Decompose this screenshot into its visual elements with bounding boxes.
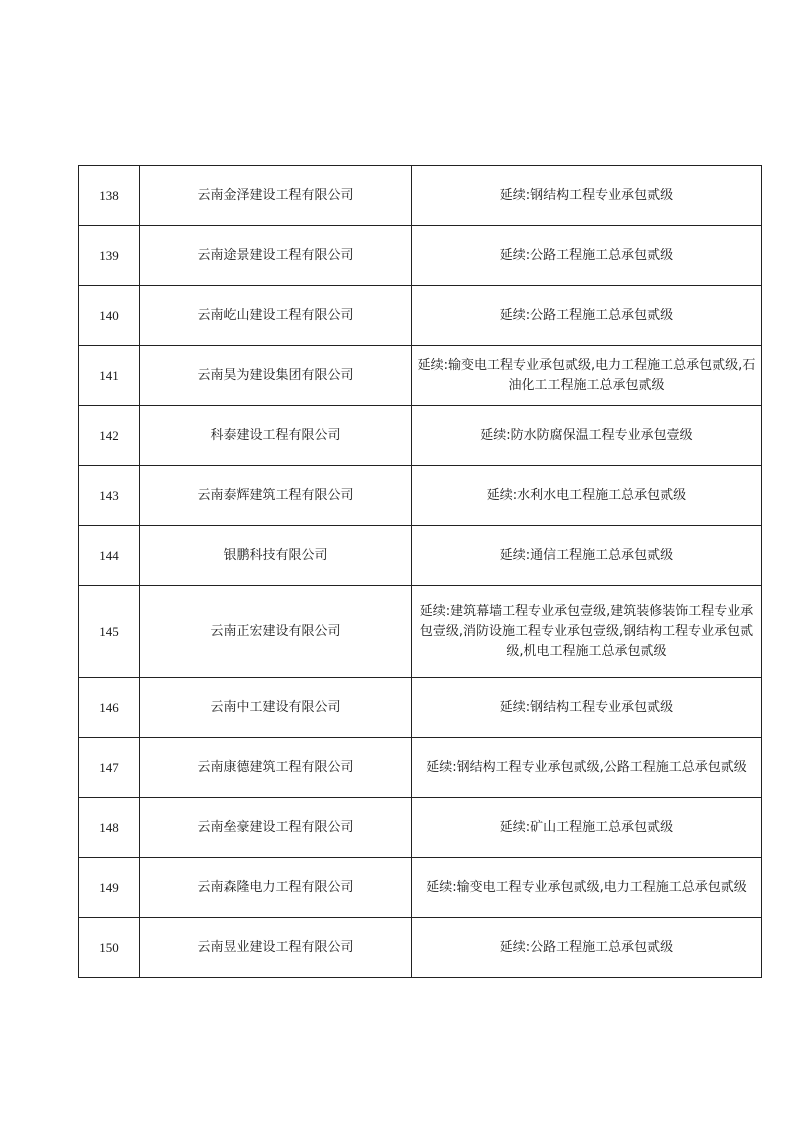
row-number: 138 (79, 166, 140, 226)
row-number: 145 (79, 586, 140, 678)
row-number: 143 (79, 466, 140, 526)
qualification-table (78, 165, 762, 978)
company-name: 银鹏科技有限公司 (140, 526, 412, 586)
table-row (79, 738, 762, 798)
table-row (79, 346, 762, 406)
table-row (79, 586, 762, 678)
table-row (79, 526, 762, 586)
table-row (79, 406, 762, 466)
table-row (79, 678, 762, 738)
row-number: 150 (79, 918, 140, 978)
qualification-scope: 延续:水利水电工程施工总承包贰级 (412, 466, 762, 526)
company-name: 云南正宏建设有限公司 (140, 586, 412, 678)
row-number: 144 (79, 526, 140, 586)
qualification-scope: 延续:公路工程施工总承包贰级 (412, 918, 762, 978)
row-number: 146 (79, 678, 140, 738)
company-name: 云南康德建筑工程有限公司 (140, 738, 412, 798)
qualification-scope: 延续:公路工程施工总承包贰级 (412, 226, 762, 286)
company-name: 云南金泽建设工程有限公司 (140, 166, 412, 226)
row-number: 139 (79, 226, 140, 286)
table-row (79, 858, 762, 918)
company-name: 云南屹山建设工程有限公司 (140, 286, 412, 346)
qualification-scope: 延续:输变电工程专业承包贰级,电力工程施工总承包贰级 (412, 858, 762, 918)
qualification-scope: 延续:钢结构工程专业承包贰级 (412, 678, 762, 738)
company-name: 云南泰辉建筑工程有限公司 (140, 466, 412, 526)
qualification-scope: 延续:矿山工程施工总承包贰级 (412, 798, 762, 858)
table-row (79, 918, 762, 978)
qualification-scope: 延续:钢结构工程专业承包贰级,公路工程施工总承包贰级 (412, 738, 762, 798)
company-name: 云南昱业建设工程有限公司 (140, 918, 412, 978)
qualification-scope: 延续:公路工程施工总承包贰级 (412, 286, 762, 346)
qualification-scope: 延续:钢结构工程专业承包贰级 (412, 166, 762, 226)
company-name: 云南垒豪建设工程有限公司 (140, 798, 412, 858)
company-name: 科泰建设工程有限公司 (140, 406, 412, 466)
table-row (79, 798, 762, 858)
table-row (79, 466, 762, 526)
row-number: 142 (79, 406, 140, 466)
row-number: 140 (79, 286, 140, 346)
qualification-scope: 延续:防水防腐保温工程专业承包壹级 (412, 406, 762, 466)
company-name: 云南途景建设工程有限公司 (140, 226, 412, 286)
qualification-scope: 延续:通信工程施工总承包贰级 (412, 526, 762, 586)
company-name: 云南中工建设有限公司 (140, 678, 412, 738)
row-number: 141 (79, 346, 140, 406)
row-number: 149 (79, 858, 140, 918)
company-name: 云南森隆电力工程有限公司 (140, 858, 412, 918)
table-row (79, 166, 762, 226)
table-row (79, 286, 762, 346)
table-row (79, 226, 762, 286)
company-name: 云南昊为建设集团有限公司 (140, 346, 412, 406)
qualification-scope: 延续:输变电工程专业承包贰级,电力工程施工总承包贰级,石油化工工程施工总承包贰级 (412, 346, 762, 406)
row-number: 147 (79, 738, 140, 798)
row-number: 148 (79, 798, 140, 858)
qualification-scope: 延续:建筑幕墙工程专业承包壹级,建筑装修装饰工程专业承包壹级,消防设施工程专业承包壹级,钢结构工程专业承包贰级,机电工程施工总承包贰级 (412, 586, 762, 678)
